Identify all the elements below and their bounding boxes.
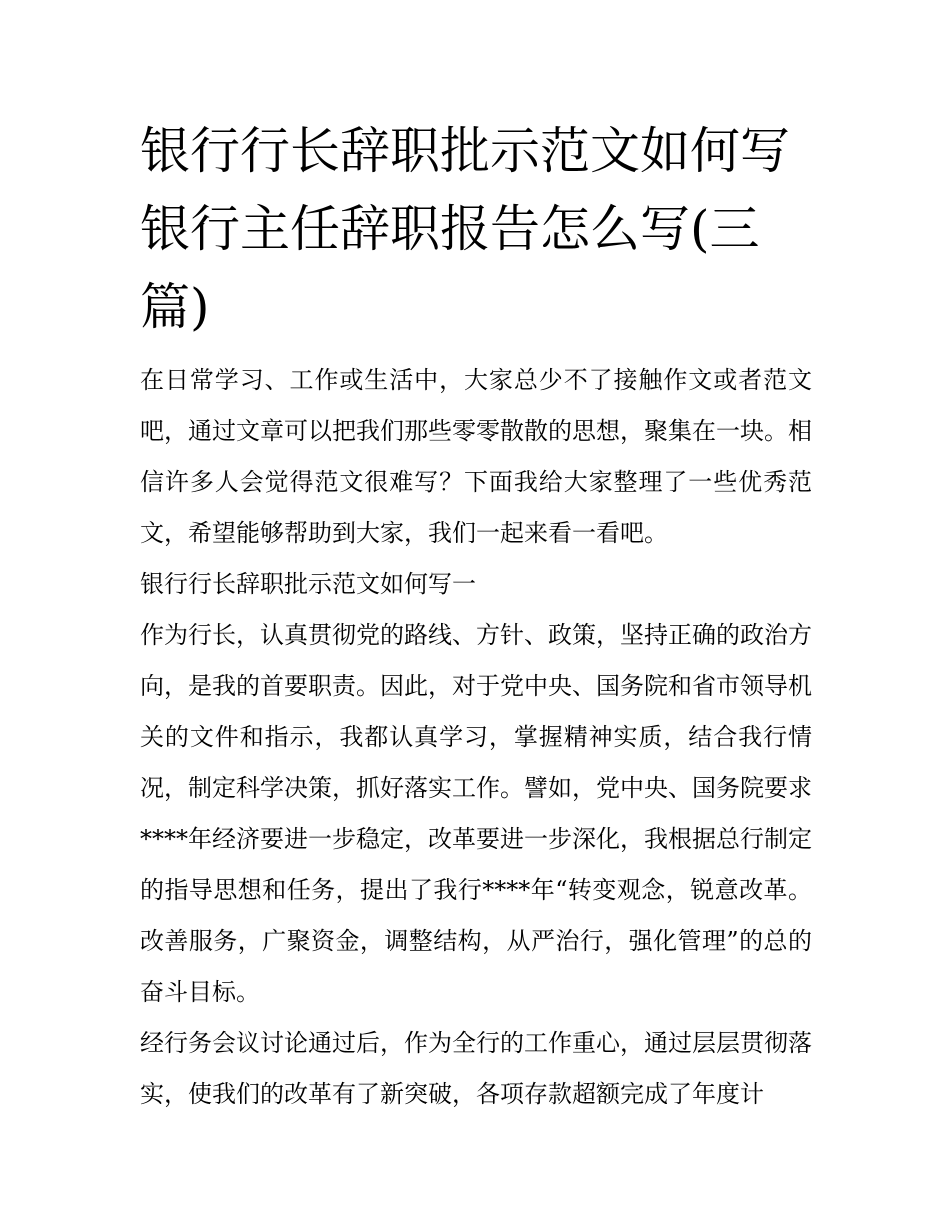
intro-paragraph: 在日常学习、工作或生活中，大家总少不了接触作文或者范文吧，通过文章可以把我们那些零零散散的思想，聚集在一块。相信许多人会觉得范文很难写？下面我给大家整理了一些优秀范文，希望能够帮助到大家，我们一起来看一看吧。 [140,366,812,547]
document-title: 银行行长辞职批示范文如何写银行主任辞职报告怎么写(三篇) [140,122,790,336]
document-body [140,355,812,1120]
body-paragraph-2: 经行务会议讨论通过后，作为全行的工作重心，通过层层贯彻落实，使我们的改革有了新突破，各项存款超额完成了年度计 [140,1029,812,1108]
section-heading: 银行行长辞职批示范文如何写一 [140,570,476,598]
body-paragraph-1: 作为行长，认真贯彻党的路线、方针、政策，坚持正确的政治方向，是我的首要职责。因此，对于党中央、国务院和省市领导机关的文件和指示，我都认真学习，掌握精神实质，结合我行情况，制定科学决策，抓好落实工作。譬如，党中央、国务院要求****年经济要进一步稳定，改革要进一步深化，我根据总行制定的指导思想和任务，提出了我行****年“转变观念，锐意改革。改善服务，广聚资金，调整结构，从严治行，强化管理”的总的奋斗目标。 [140,621,812,1006]
